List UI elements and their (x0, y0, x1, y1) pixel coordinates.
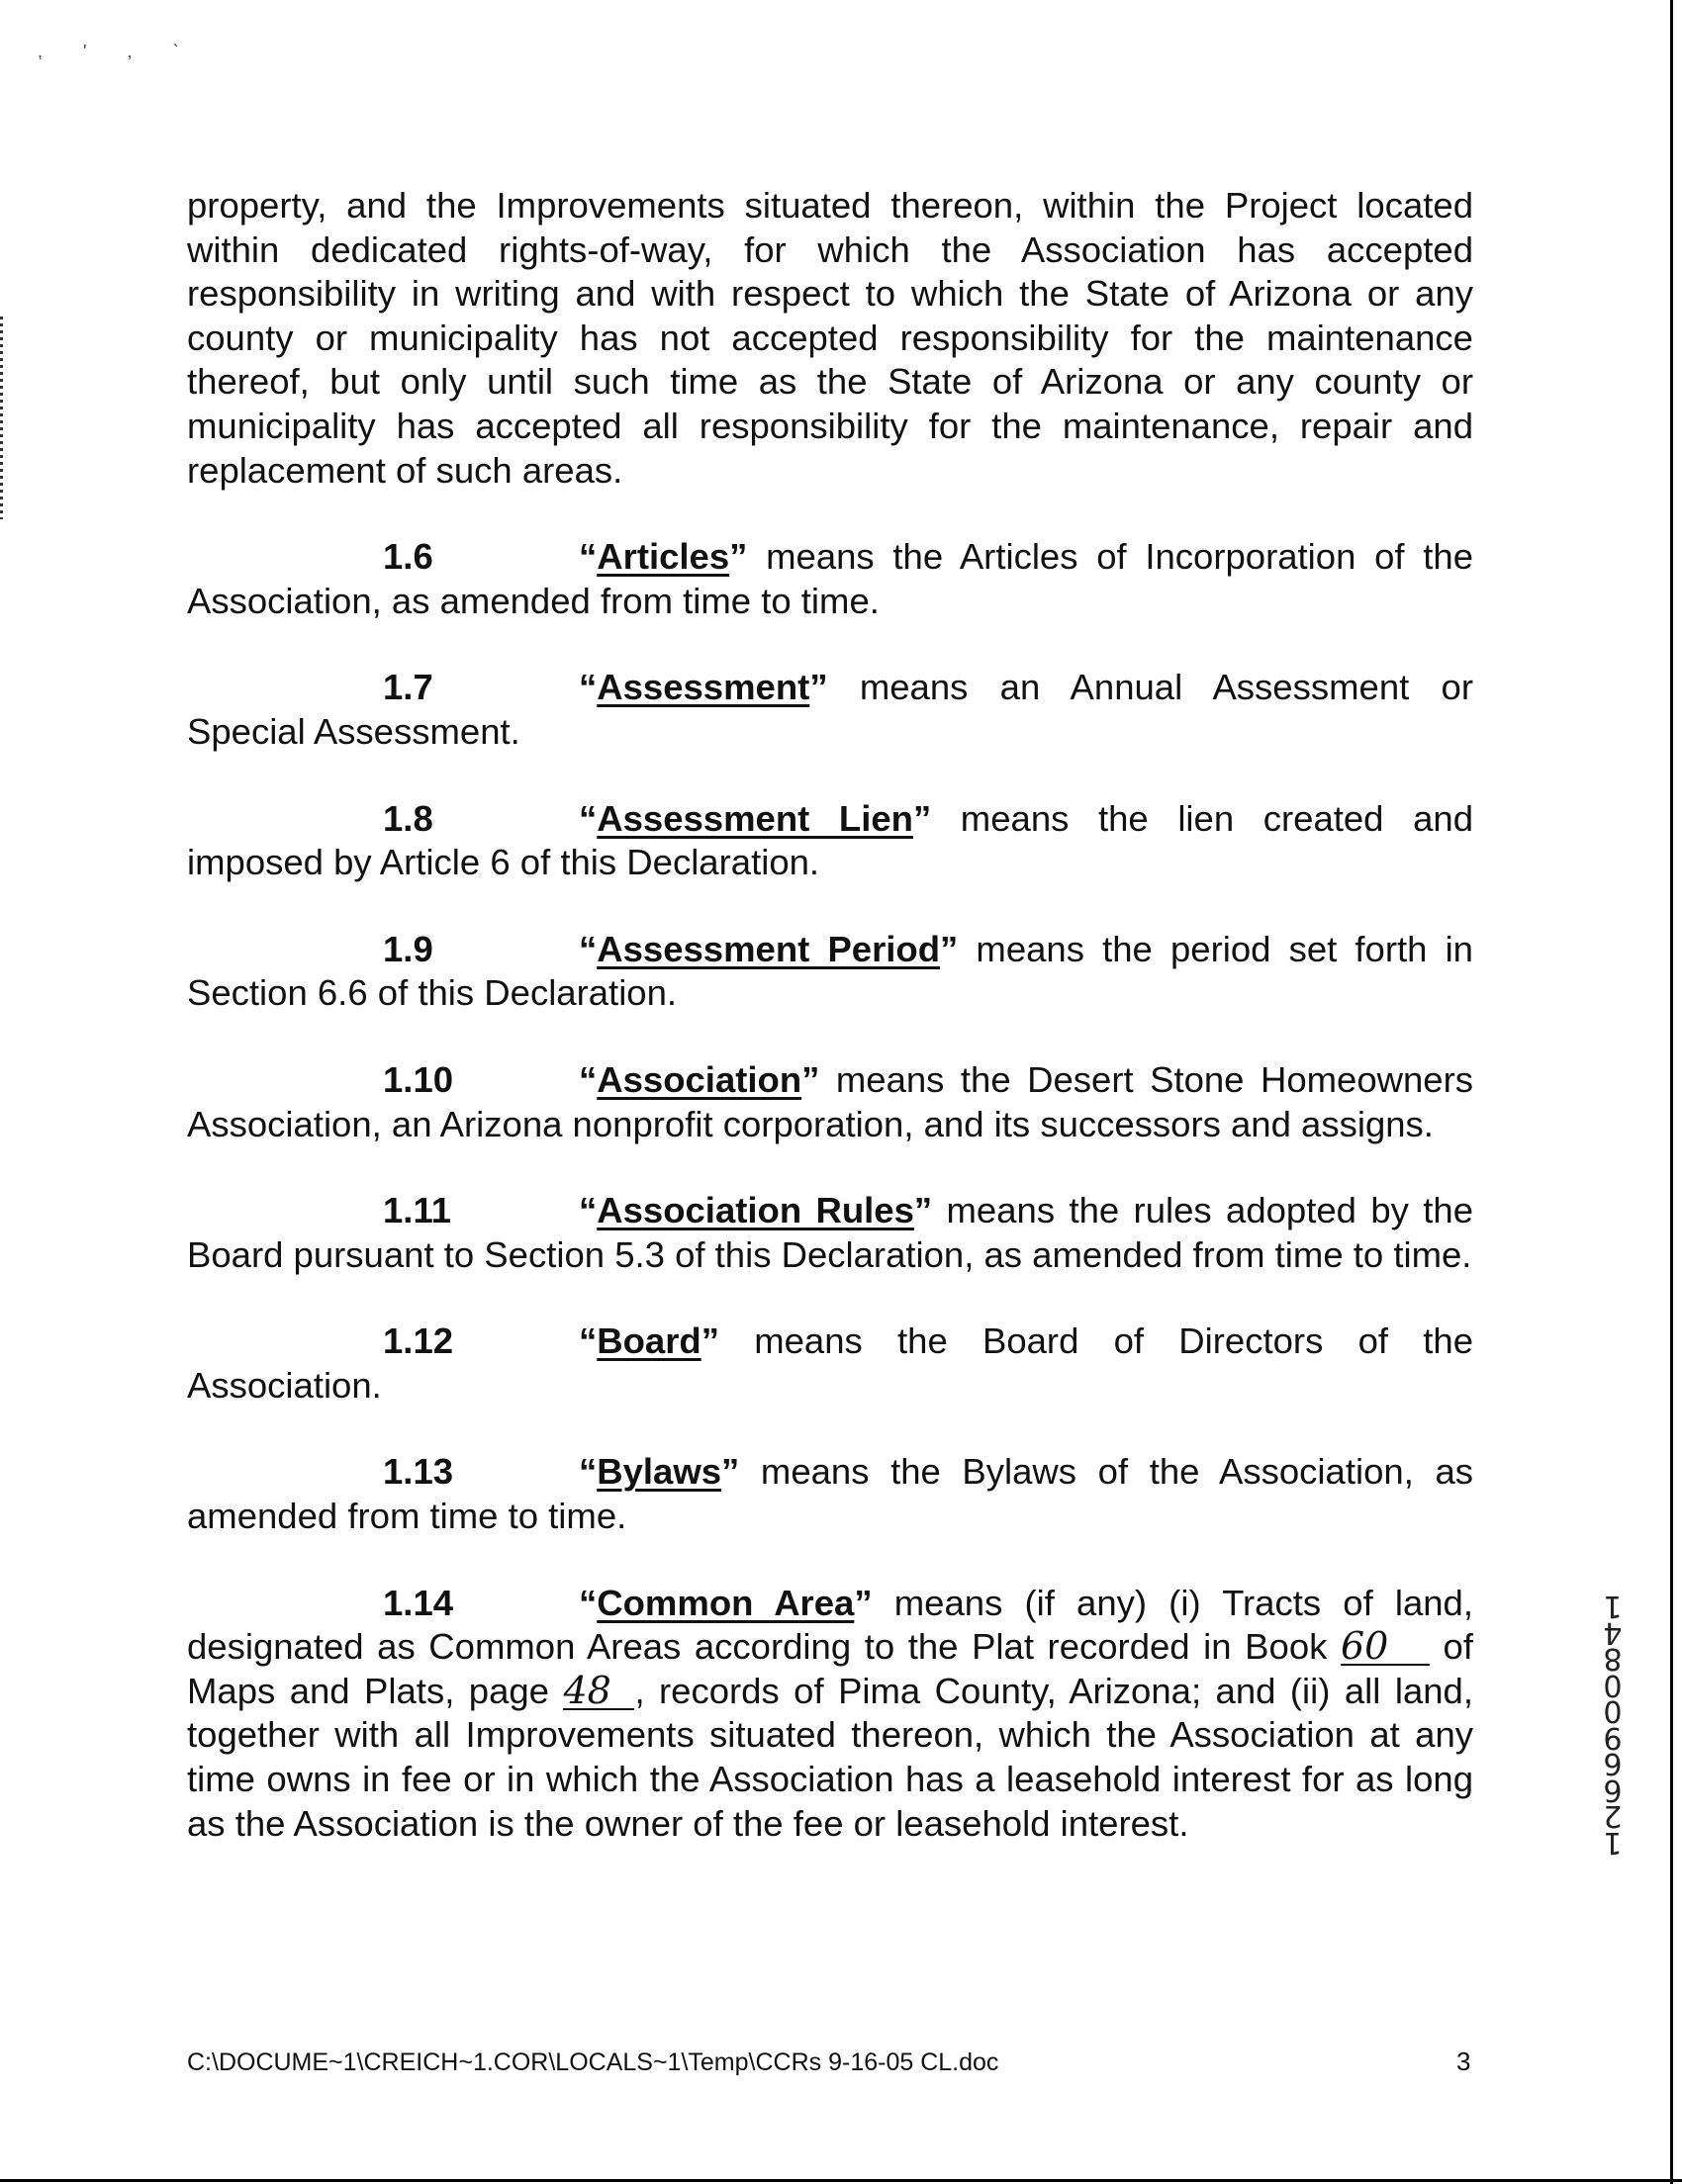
definition-number: 1.13 (383, 1451, 454, 1493)
handwritten-book-number: 60 (1341, 1628, 1430, 1666)
definition-text: means the lien created and imposed by Article 6 of this Declaration. (187, 797, 1473, 883)
margin-tick-marks (0, 317, 3, 519)
stamp-digit: 8 (1603, 1641, 1623, 1677)
definition-text: means the Board of Directors of the Association. (187, 1320, 1473, 1406)
definition-term: “Assessment Lien” (579, 797, 932, 839)
definition-text: means an Annual Assessment or Special Assessment. (187, 667, 1473, 752)
stamp-digit: 1 (1603, 1589, 1623, 1624)
definition-term: “Board” (579, 1320, 719, 1362)
definition-text: means the Desert Stone Homeowners Association, an Arizona nonprofit corporation, and its successors and assigns. (187, 1058, 1473, 1144)
definition-1-6 (187, 535, 1473, 623)
stamp-digit: 2 (1603, 1798, 1623, 1834)
definition-1-8 (187, 797, 1473, 885)
definition-1-11 (187, 1189, 1473, 1277)
footer-file-path: C:\DOCUME~1\CREICH~1.COR\LOCALS~1\Temp\CCRs 9-16-05 CL.doc (187, 2048, 999, 2076)
handwritten-page-number: 48 (563, 1673, 634, 1710)
definition-term: “Bylaws” (579, 1451, 740, 1493)
definition-text: means the Bylaws of the Association, as amended from time to time. (187, 1451, 1473, 1537)
intro-paragraph: property, and the Improvements situated thereon, within the Project located within dedicated rights-of-way, for which the Association has accepted responsibility in writing and with respect to which the State of Arizona or any county or municipality has not accepted responsibility for the maintenance thereof, but only until such time as the State of Arizona or any county or municipality has accepted all responsibility for the maintenance, repair and replacement of such areas. (187, 185, 1473, 491)
definition-term: “Articles” (579, 536, 748, 578)
stamp-digit: 6 (1603, 1746, 1623, 1781)
definition-text: means the Articles of Incorporation of the Association, as amended from time to time. (187, 536, 1473, 621)
document-body (187, 184, 1473, 1846)
stamp-digit: 9 (1603, 1720, 1623, 1755)
definition-number: 1.10 (383, 1058, 454, 1100)
stamp-digit: 0 (1603, 1693, 1623, 1729)
stamp-digit: 0 (1603, 1668, 1623, 1702)
page-border-right (1670, 0, 1673, 2184)
definitions-list (187, 535, 1473, 1539)
definition-term: “Assessment” (579, 667, 828, 708)
definition-number: 1.7 (383, 667, 433, 708)
definition-1-14: 1.14 “Common Area” means (if any) (i) Tracts of land, designated as Common Areas according to the Plat recorded in Book 60 of Maps and Plats, page 48 , records of Pima County, Arizona; and (ii) all land, together with all Improvements situated thereon, which the Association at any time owns in fee or in which the Association has a leasehold interest for as long as the Association is the owner of the fee or leasehold interest. (187, 1582, 1473, 1844)
definition-number: 1.14 (383, 1582, 454, 1623)
definition-text: means (if any) (i) Tracts of land, designated as Common Areas according to the Plat recorded in Book (187, 1582, 1473, 1668)
stamp-digit: 1 (1603, 1825, 1623, 1860)
definition-term: “Association Rules” (579, 1190, 933, 1231)
definition-1-10 (187, 1058, 1473, 1146)
stamp-digit: 4 (1603, 1615, 1623, 1650)
definition-term: “Association” (579, 1058, 820, 1100)
recording-stamp (1593, 1589, 1633, 1860)
page-number: 3 (1456, 2047, 1471, 2076)
definition-1-9 (187, 928, 1473, 1016)
definition-1-12 (187, 1320, 1473, 1408)
definition-1-7 (187, 666, 1473, 754)
definition-1-13 (187, 1450, 1473, 1538)
page-border-bottom (0, 2179, 1682, 2182)
definition-term: “Common Area” (579, 1582, 873, 1623)
scan-specks: , ' , ` (38, 42, 197, 61)
definition-number: 1.8 (383, 797, 433, 839)
definition-text: means the period set forth in Section 6.6 of this Declaration. (187, 928, 1473, 1014)
definition-number: 1.9 (383, 928, 433, 969)
definition-text: means the rules adopted by the Board pursuant to Section 5.3 of this Declaration, as amended from time to time. (187, 1190, 1474, 1275)
definition-number: 1.11 (383, 1190, 452, 1231)
definition-number: 1.12 (383, 1320, 454, 1362)
stamp-digit: 6 (1603, 1773, 1623, 1807)
definition-term: “Assessment Period” (579, 928, 959, 969)
definition-number: 1.6 (383, 536, 433, 578)
